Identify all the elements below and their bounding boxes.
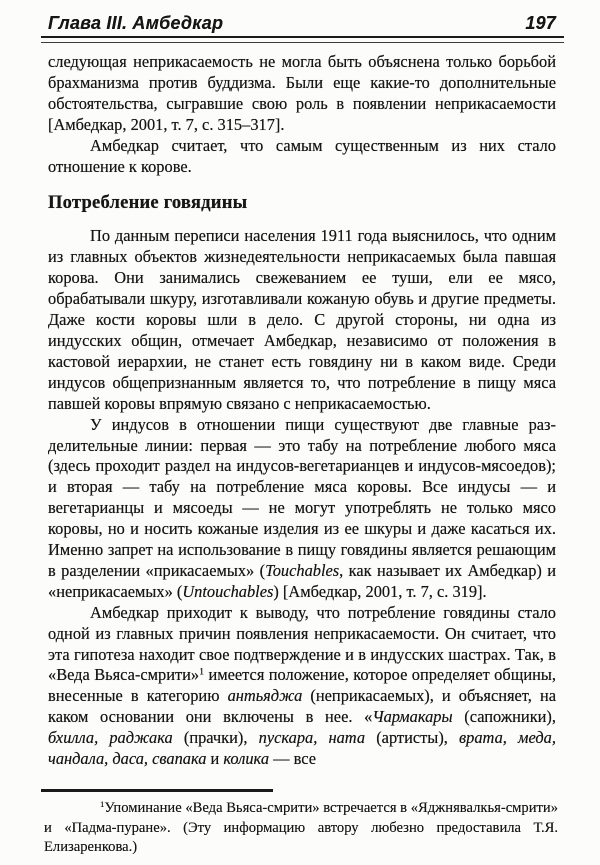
header-rule — [41, 36, 564, 43]
page-body — [48, 52, 556, 794]
footnote-text: $^1$Упоминание «Веда Вьяса-смрити» встречается в «Яджнявалкья-смрити» и «Падма-пуране». (Эту информацию автору любезно предоставила Т.Я. Елизаренкова.) — [44, 799, 558, 856]
paragraph: По данным переписи населения 1911 года выяснилось, что одним из главных объектов жизнедеятельности неприкасаемых была павшая корова. Они занимались свежеванием ее туши, ели ее мясо, обрабатывали шкуру, изготавливали кожаную обувь и другие предметы. Даже кости коровы шли в дело. С другой стороны, ни одна из индусских общин, отмечает Амбедкар, независимо от положения в кастовой иерархии, не станет есть говядину ни в каком виде. Среди индусов общепризнанным является то, что потребление в пищу мяса павшей коровы впрямую связано с неприкасаемостью. — [48, 226, 556, 413]
footnote-separator — [41, 789, 273, 792]
footnote-area — [44, 789, 558, 858]
section-heading: Потребление говядины — [48, 192, 248, 214]
paragraph: Амбедкар приходит к выводу, что потребление говядины стало одной из главных причин появления неприкасаемости. Он считает, что эта гипотеза находит свое подтверждение и в индусских шастрах. Так, в «Веда Вьяса-смрити»$^1$ имеется положение, которое определяет общины, внесенные в категорию антьяджа (неприкасаемых), и объясняет, на каком основании они включены в нее. «Чармакары (сапожники), бхилла, раджака (прачки), пускара, ната (артисты), врата, меда, чандала, даса, свапака и колика — все — [48, 602, 556, 769]
running-header-chapter: Глава III. Амбедкар — [48, 13, 224, 33]
running-header — [48, 13, 556, 34]
running-header-page-number: 197 — [525, 13, 556, 33]
paragraph-continuation: следующая неприкасаемость не могла быть объяснена только борьбой брахманизма против буддизма. Были еще какие-то дополнительные обстоятельства, сыгравшие свою роль в появлении неприкасаемости [Амбедкар, 2001, т. 7, с. 315–317]. — [48, 52, 556, 134]
paragraph: У индусов в отношении пищи существуют две главные разделительные линии: первая — это табу на потребление любого мяса (здесь проходит раздел на индусов-вегетарианцев и индусов-мясоедов); и вторая — табу на потребление мяса коровы. Все индусы — и вегетарианцы и мясоеды — не могут употреблять не только мясо коровы, но и носить кожаные изделия из ее шкуры и даже касаться их. Именно запрет на использование в пищу говядины является решающим в разделении «прикасаемых» (Touchables, как называет их Амбедкар) и «неприкасаемых» (Untouchables) [Амбедкар, 2001, т. 7, с. 319]. — [48, 414, 556, 601]
paragraph: Амбедкар считает, что самым существенным из них стало отношение к корове. — [48, 135, 556, 176]
